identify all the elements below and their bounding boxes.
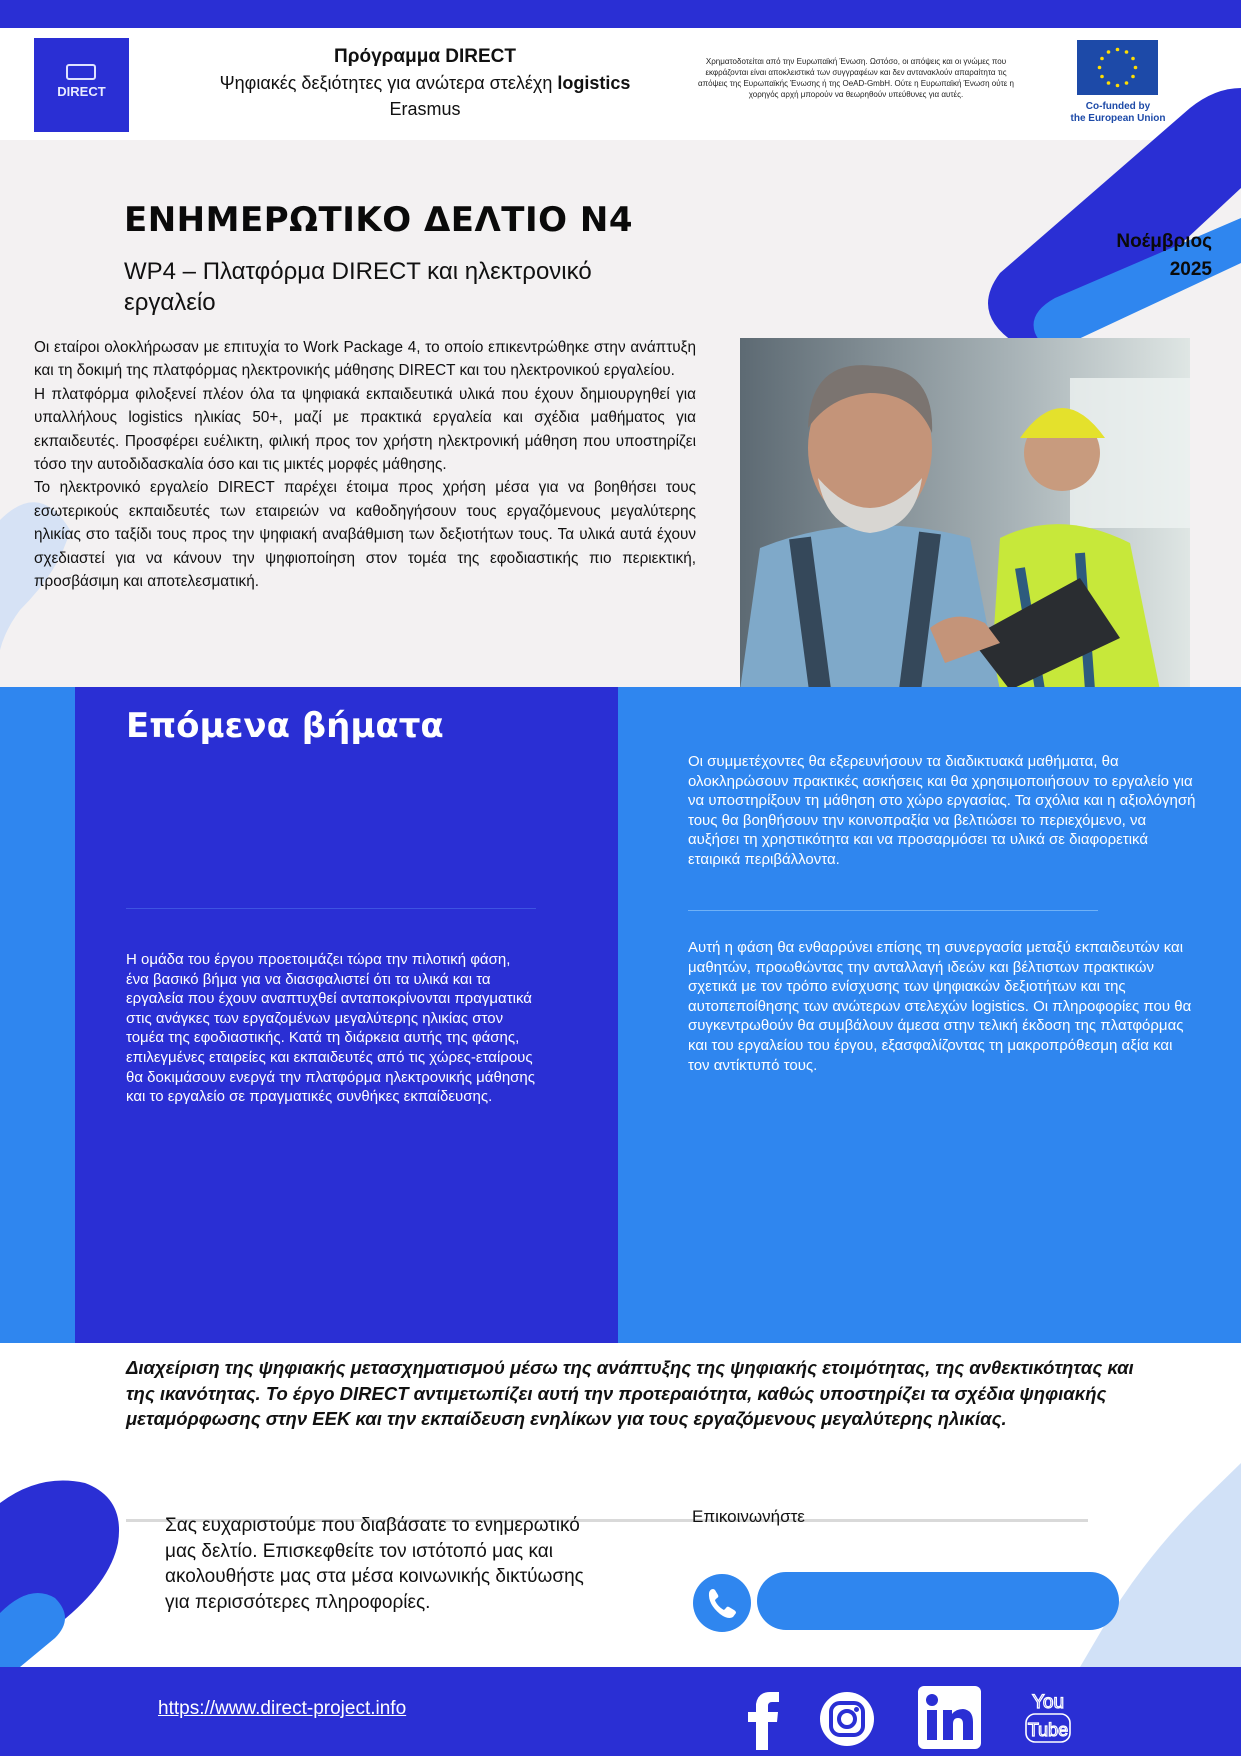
eu-flag-icon [1077, 40, 1158, 95]
direct-logo [34, 38, 129, 132]
next-steps-left-p2: θα δοκιμάσουν ενεργά την πλατφόρμα ηλεκτρονικής μάθησης και το εργαλείο σε πραγματικές συνθήκες εκπαίδευσης. [126, 1068, 535, 1106]
divider-right [688, 910, 1098, 911]
top-band [0, 0, 1241, 28]
newsletter-title: ΕΝΗΜΕΡΩΤΙΚΟ ΔΕΛΤΙΟ Ν4 [124, 200, 633, 240]
decorative-swoosh-top [960, 88, 1241, 358]
svg-text:You: You [1031, 1692, 1065, 1713]
next-steps-right-p1: Οι συμμετέχοντες θα εξερευνήσουν τα διαδικτυακά μαθήματα, θα ολοκληρώσουν πρακτικές ασκήσεις και θα χρησιμοποιήσουν το εργαλείο για να υποστηρίξουν τη μάθηση στο χώρο εργασίας. Τα σχόλια και η αξιολόγησή τους θα βοηθήσουν την κοινοπραξία να βελτιώσει το περιεχόμενο, να αυξήσει τη χρηστικότητα και να προσαρμόσει τα υλικά σε διαφορετικά εταιρικά περιβάλλοντα. [688, 753, 1196, 868]
eu-disclaimer: Χρηματοδοτείται από την Ευρωπαϊκή Ένωση. Ωστόσο, οι απόψεις και οι γνώμες που εκφράζονται είναι αποκλειστικά των συγγραφέων και δεν αντανακλούν απαραίτητα τις απόψεις της Ευρωπαϊκής Ένωσης ή της OeAD-GmbH. Ούτε η Ευρωπαϊκή Ένωση ούτε η χορηγός αρχή μπορούν να θεωρηθούν υπεύθυνες για αυτές. [698, 57, 1014, 99]
linkedin-icon[interactable] [918, 1686, 981, 1749]
contact-label: Επικοινωνήστε [692, 1507, 805, 1526]
truck-icon [66, 64, 96, 80]
logo-text: DIRECT [57, 84, 106, 99]
next-steps-title: Επόμενα βήματα [126, 706, 444, 746]
issue-month: Νοέμβριος [1116, 231, 1212, 252]
youtube-icon[interactable] [1024, 1688, 1072, 1746]
issue-year: 2025 [1169, 259, 1212, 280]
facebook-icon[interactable] [744, 1692, 784, 1750]
mission-statement: Διαχείριση της ψηφιακής μετασχηματισμού μέσω της ανάπτυξης της ψηφιακής ετοιμότητας, της ανθεκτικότητας και της ικανότητας. Το έργο DIRECT αντιμετωπίζει αυτή την προτεραιότητα, καθώς υποστηρίζει τα σχέδια ψηφιακής μεταμόρφωσης στην ΕΕΚ και την εκπαίδευση ενηλίκων για τους εργαζόμενους μεγαλύτερης ηλικίας. [126, 1357, 1134, 1429]
thanks-text: Σας ευχαριστούμε που διαβάσατε το ενημερωτικό μας δελτίο. Επισκεφθείτε τον ιστότοπό μας και ακολουθήστε μας στα μέσα κοινωνικής δικτύωσης για περισσότερες πληροφορίες. [165, 1515, 584, 1613]
intro-paragraph-2: Η πλατφόρμα φιλοξενεί πλέον όλα τα ψηφιακά εκπαιδευτικά υλικά που έχουν δημιουργηθεί για υπαλλήλους logistics ηλικίας 50+, μαζί με πρακτικά εργαλεία και σχέδια μαθήματος για εκπαιδευτές. Προσφέρει ευέλικτη, φιλική προς τον χρήστη ηλεκτρονική μάθηση που υποστηρίζει τόσο την αυτοδιδασκαλία όσο και τις μικτές μορφές μάθησης. [34, 385, 696, 474]
program-block [190, 44, 660, 121]
decorative-swoosh-bottom-right [1080, 1463, 1241, 1667]
program-title: Πρόγραμμα DIRECT [333, 46, 516, 67]
divider-left [126, 908, 536, 909]
workers-photo [740, 338, 1190, 690]
next-steps-left-p1: Η ομάδα του έργου προετοιμάζει τώρα την πιλοτική φάση, ένα βασικό βήμα για να διασφαλιστεί ότι τα υλικά και τα εργαλεία που έχουν αναπτυχθεί ανταποκρίνονται πραγματικά στις ανάγκες των εργαζομένων μεγαλύτερης ηλικίας στον τομέα της εφοδιαστικής. Κατά τη διάρκεια αυτής της φάσης, επιλεγμένες εταιρείες και εκπαιδευτές από τις χώρες-εταίρους [126, 951, 533, 1066]
eu-line-2: the European Union [1070, 113, 1166, 124]
intro-paragraph-3: Το ηλεκτρονικό εργαλείο DIRECT παρέχει έτοιμα προς χρήση μέσα για να βοηθήσει τους εσωτερικούς εκπαιδευτές των εταιρειών να καθοδηγήσουν τους εργαζόμενους μεγαλύτερης ηλικίας στο ταξίδι τους προς την ψηφιακή αναβάθμιση των δεξιοτήτων τους. Τα υλικά αυτά έχουν σχεδιαστεί για να κάνουν την ψηφιοποίηση στον τομέα της εφοδιαστικής πιο περιεκτική, προσβάσιμη και αποτελεσματική. [34, 479, 696, 591]
decorative-swoosh-bottom-left [0, 1473, 130, 1667]
next-steps-right-p2: Αυτή η φάση θα ενθαρρύνει επίσης τη συνεργασία μεταξύ εκπαιδευτών και μαθητών, προωθώντας την ανταλλαγή ιδεών και βέλτιστων πρακτικών σχετικά με τον τρόπο ενίσχυσης των ψηφιακών δεξιοτήτων και της αυτοπεποίθησης των ανώτερων στελεχών logistics. Οι πληροφορίες που θα συγκεντρωθούν θα συμβάλουν άμεσα στην τελική έκδοση της πλατφόρμας και του εργαλείου του έργου, εξασφαλίζοντας τη μακροπρόθεσμη αξία και τον αντίκτυπό τους. [688, 939, 1192, 1074]
newsletter-subtitle: WP4 – Πλατφόρμα DIRECT και ηλεκτρονικό εργαλείο [124, 258, 592, 316]
program-subtitle-bold: logistics [557, 73, 631, 93]
contact-field[interactable] [757, 1572, 1119, 1630]
program-subtitle-text: Ψηφιακές δεξιότητες για ανώτερα στελέχη [219, 73, 558, 93]
issue-date [1050, 228, 1212, 284]
intro-paragraph-1: Οι εταίροι ολοκλήρωσαν με επιτυχία το Work Package 4, το οποίο επικεντρώθηκε στην ανάπτυξη και τη δοκιμή της πλατφόρμας ηλεκτρονικής μάθησης DIRECT και του ηλεκτρονικού εργαλείου. [34, 339, 696, 380]
instagram-icon[interactable] [818, 1690, 876, 1748]
program-erasmus: Erasmus [389, 99, 461, 119]
program-subtitle [190, 69, 660, 97]
svg-text:Tube: Tube [1027, 1720, 1069, 1740]
phone-icon[interactable] [693, 1574, 751, 1632]
next-steps-left-text [126, 950, 536, 1107]
eu-line-1: Co-funded by [1085, 101, 1151, 112]
intro-text [34, 336, 696, 593]
website-link[interactable]: https://www.direct-project.info [158, 1698, 407, 1719]
